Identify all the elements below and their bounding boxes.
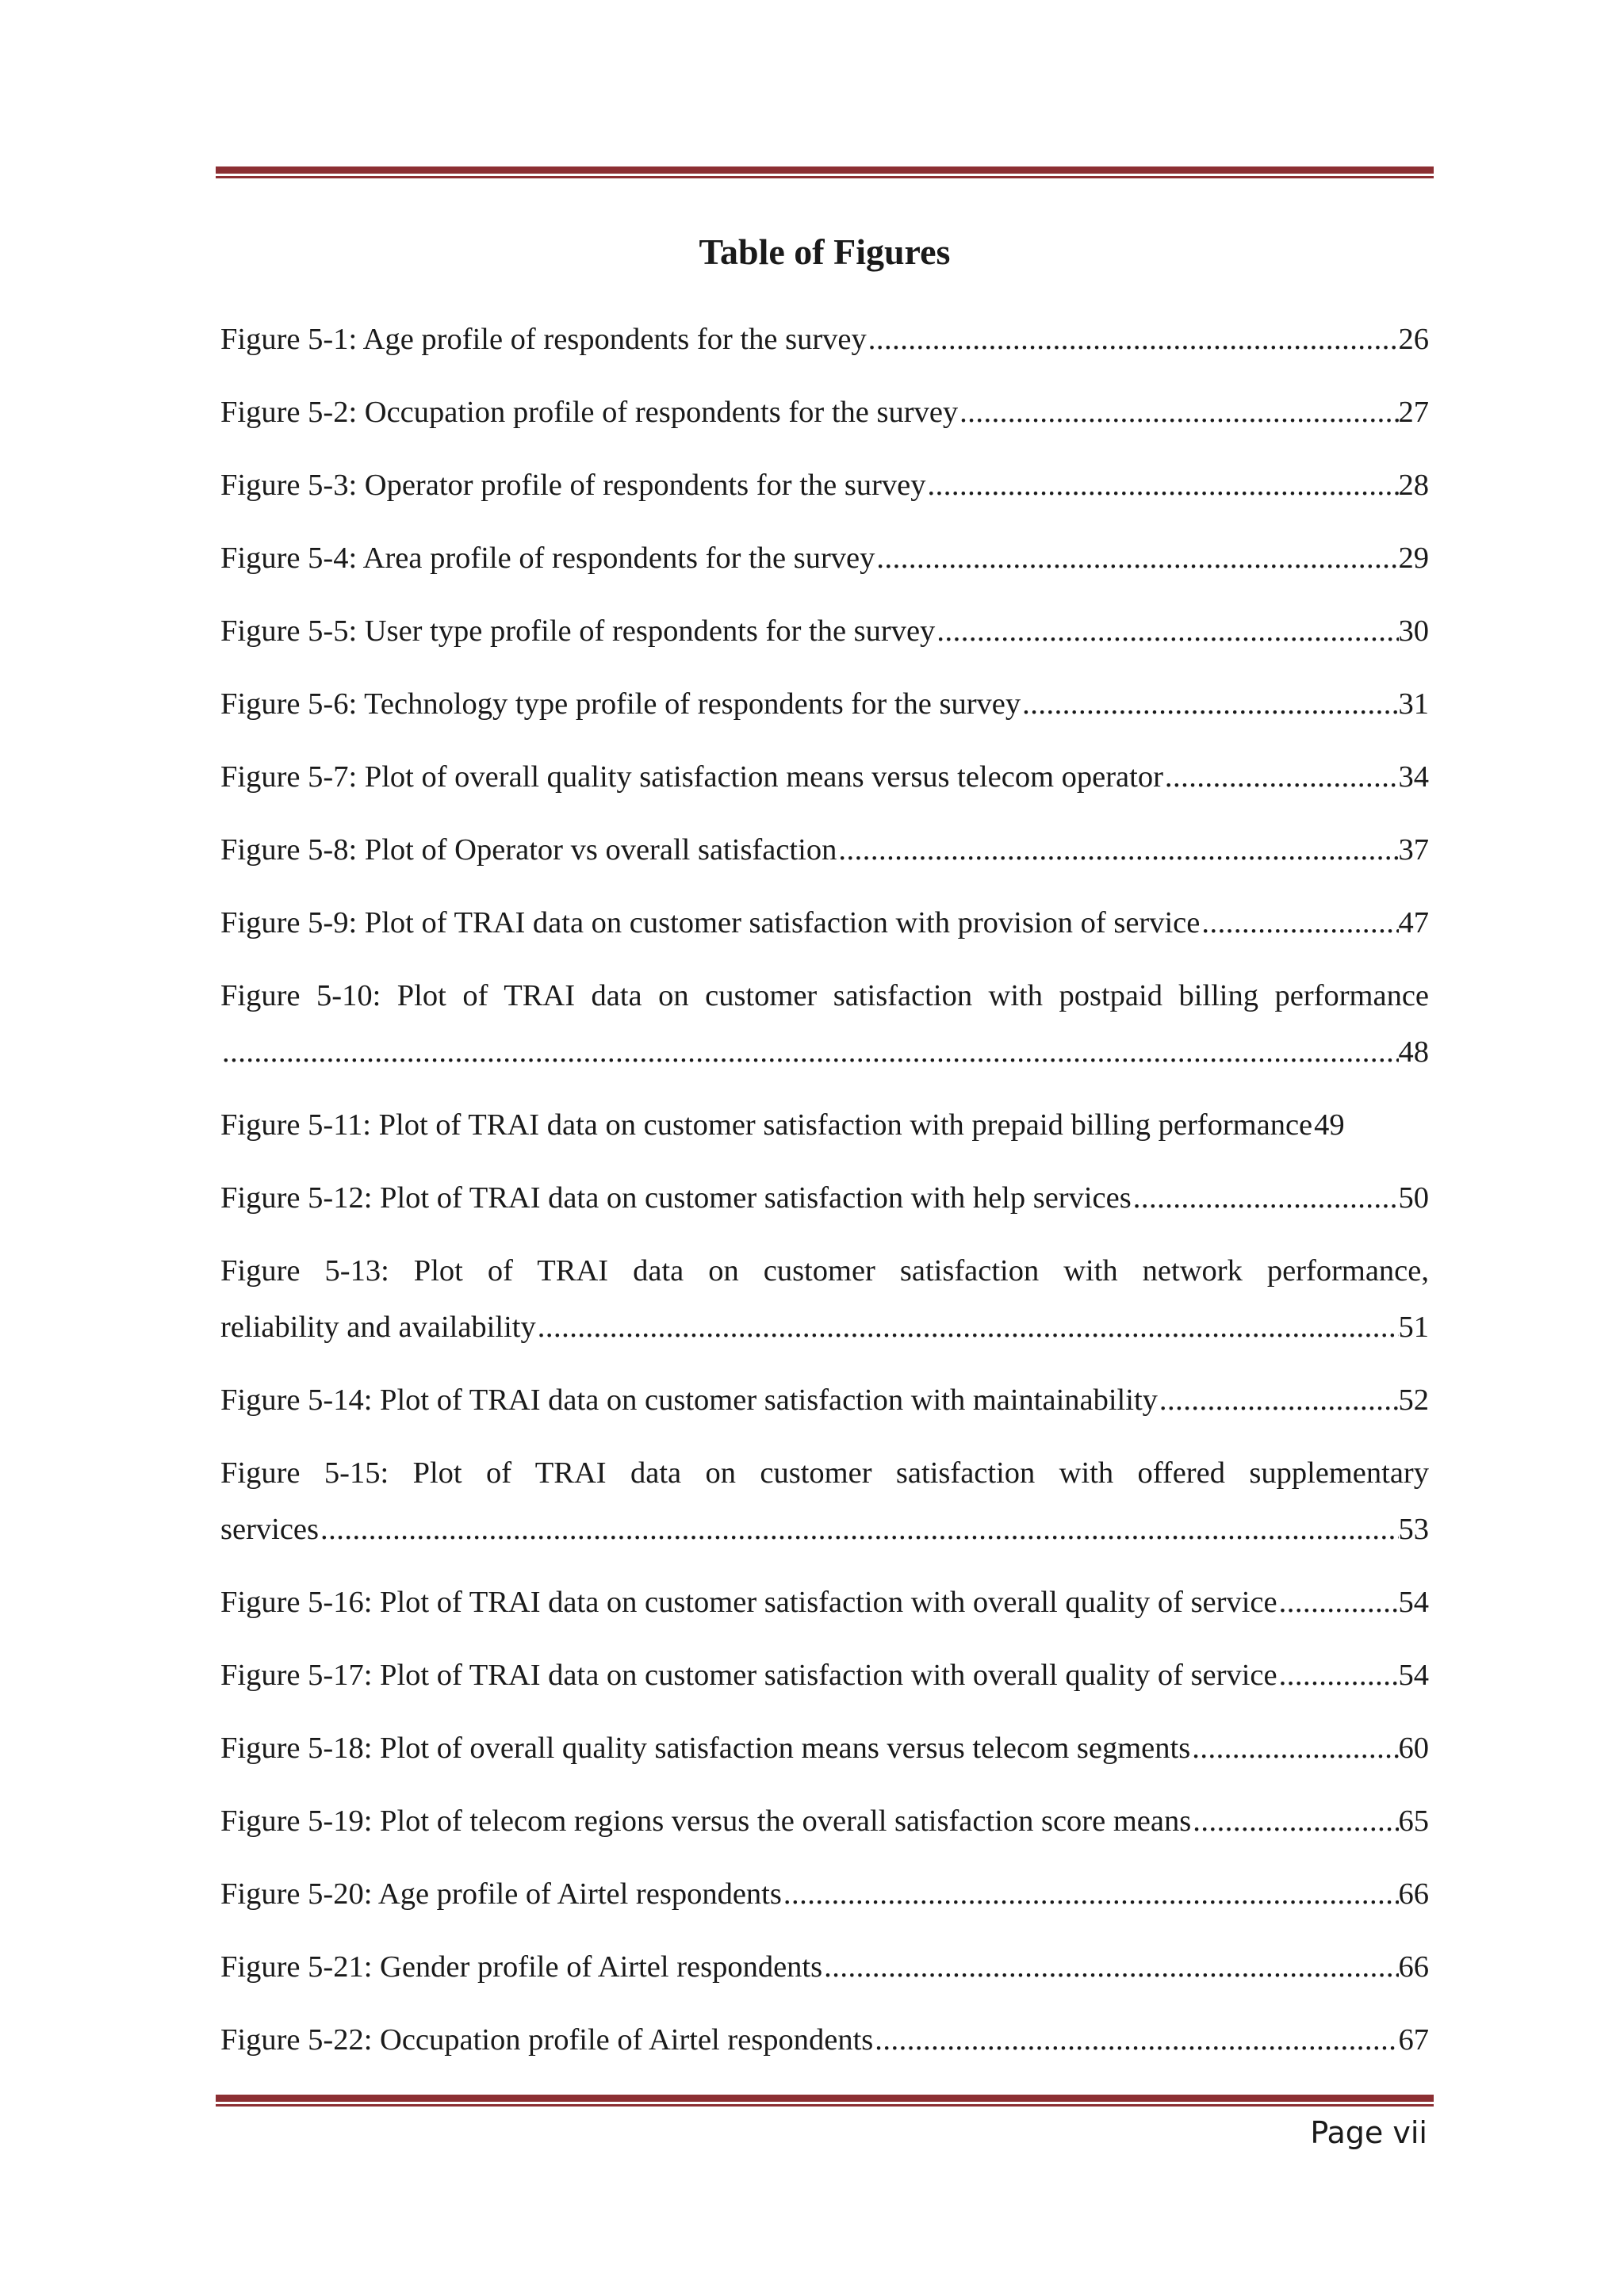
header-rule bbox=[216, 166, 1434, 178]
dot-leader bbox=[1022, 676, 1398, 733]
toc-entry-text-cont: reliability and availability bbox=[220, 1311, 536, 1344]
toc-entry-text: Figure 5-6: Technology type profile of respondents for the survey bbox=[220, 687, 1021, 721]
toc-entry-page: 30 bbox=[1398, 614, 1429, 648]
toc-entry-text: Figure 5-22: Occupation profile of Airtel respondents bbox=[220, 2023, 874, 2057]
dot-leader bbox=[824, 1939, 1398, 1996]
dot-leader bbox=[538, 1299, 1399, 1356]
footer-rule bbox=[216, 2095, 1434, 2107]
toc-entry-5-6[interactable] bbox=[220, 676, 1429, 749]
toc-entry-5-19[interactable] bbox=[220, 1793, 1429, 1866]
toc-entry-text: Figure 5-11: Plot of TRAI data on customer satisfaction with prepaid billing performance bbox=[220, 1108, 1313, 1142]
dot-leader bbox=[783, 1866, 1399, 1923]
toc-entry-page: 37 bbox=[1398, 833, 1429, 867]
toc-entry-5-12[interactable] bbox=[220, 1170, 1429, 1243]
toc-entry-text: Figure 5-21: Gender profile of Airtel respondents bbox=[220, 1950, 823, 1984]
toc-entry-page: 50 bbox=[1398, 1181, 1429, 1215]
toc-entry-text: Figure 5-20: Age profile of Airtel respondents bbox=[220, 1877, 782, 1911]
toc-entry-text: Figure 5-10: Plot of TRAI data on customer satisfaction with postpaid billing performance bbox=[220, 979, 1429, 1012]
dot-leader bbox=[1279, 1575, 1399, 1631]
dot-leader bbox=[1201, 895, 1398, 951]
toc-entry-5-2[interactable] bbox=[220, 385, 1429, 457]
toc-entry-page: 31 bbox=[1398, 687, 1429, 721]
toc-entry-page: 28 bbox=[1398, 469, 1429, 502]
dot-leader bbox=[868, 312, 1399, 368]
toc-entry-5-8[interactable] bbox=[220, 822, 1429, 895]
toc-entry-text: Figure 5-12: Plot of TRAI data on customer satisfaction with help services bbox=[220, 1181, 1132, 1215]
toc-entry-text: Figure 5-3: Operator profile of respondents for the survey bbox=[220, 469, 926, 502]
toc-entry-5-5[interactable] bbox=[220, 603, 1429, 676]
toc-entry-5-17[interactable] bbox=[220, 1647, 1429, 1720]
toc-entry-5-14[interactable] bbox=[220, 1372, 1429, 1445]
toc-entry-page: 60 bbox=[1398, 1732, 1429, 1765]
dot-leader bbox=[1159, 1372, 1399, 1429]
dot-leader bbox=[1279, 1647, 1399, 1704]
toc-entry-5-7[interactable] bbox=[220, 749, 1429, 822]
toc-entry-5-11[interactable] bbox=[220, 1097, 1429, 1170]
dot-leader bbox=[222, 1024, 1399, 1081]
toc-entry-text: Figure 5-9: Plot of TRAI data on customer satisfaction with provision of service bbox=[220, 906, 1201, 939]
toc-entry-text: Figure 5-18: Plot of overall quality satisfaction means versus telecom segments bbox=[220, 1732, 1191, 1765]
dot-leader bbox=[928, 457, 1399, 514]
dot-leader bbox=[959, 385, 1398, 441]
toc-entry-page: 65 bbox=[1398, 1804, 1429, 1838]
toc-entry-5-15[interactable] bbox=[220, 1445, 1429, 1575]
toc-entry-5-10[interactable] bbox=[220, 968, 1429, 1097]
toc-entry-5-20[interactable] bbox=[220, 1866, 1429, 1939]
dot-leader bbox=[1165, 749, 1399, 806]
dot-leader bbox=[875, 2012, 1398, 2068]
toc-entry-5-4[interactable] bbox=[220, 530, 1429, 603]
toc-entry-text: Figure 5-15: Plot of TRAI data on customer satisfaction with offered supplementary bbox=[220, 1456, 1429, 1490]
toc-entry-text: Figure 5-5: User type profile of respondents for the survey bbox=[220, 614, 936, 648]
toc-entry-text: Figure 5-8: Plot of Operator vs overall satisfaction bbox=[220, 833, 837, 867]
toc-entry-text: Figure 5-4: Area profile of respondents for the survey bbox=[220, 541, 875, 575]
toc-entry-page: 53 bbox=[1398, 1513, 1429, 1546]
toc-entry-page: 51 bbox=[1398, 1311, 1429, 1344]
page-title: Table of Figures bbox=[699, 232, 951, 272]
toc-entry-page: 29 bbox=[1398, 541, 1429, 575]
toc-entry-5-21[interactable] bbox=[220, 1939, 1429, 2012]
toc-entry-page: 48 bbox=[1398, 1035, 1429, 1069]
toc-entry-page: 26 bbox=[1398, 323, 1429, 356]
toc-entry-5-3[interactable] bbox=[220, 457, 1429, 530]
toc-entry-5-13[interactable] bbox=[220, 1243, 1429, 1372]
dot-leader bbox=[320, 1502, 1399, 1558]
toc-entry-5-18[interactable] bbox=[220, 1720, 1429, 1793]
toc-entry-page: 52 bbox=[1398, 1383, 1429, 1417]
dot-leader bbox=[1193, 1793, 1398, 1850]
page-number: Page vii bbox=[1310, 2115, 1427, 2150]
toc-entry-text-cont: services bbox=[220, 1513, 319, 1546]
table-of-figures bbox=[220, 312, 1429, 2085]
dot-leader bbox=[876, 530, 1398, 587]
toc-entry-text: Figure 5-7: Plot of overall quality satisfaction means versus telecom operator bbox=[220, 760, 1163, 794]
toc-entry-page: 66 bbox=[1398, 1877, 1429, 1911]
toc-entry-5-9[interactable] bbox=[220, 895, 1429, 968]
dot-leader bbox=[838, 822, 1398, 878]
toc-entry-text: Figure 5-1: Age profile of respondents for the survey bbox=[220, 323, 867, 356]
toc-entry-page: 49 bbox=[1314, 1108, 1345, 1142]
toc-entry-5-22[interactable] bbox=[220, 2012, 1429, 2085]
toc-entry-text: Figure 5-13: Plot of TRAI data on customer satisfaction with network performance, bbox=[220, 1254, 1429, 1288]
toc-entry-page: 67 bbox=[1398, 2023, 1429, 2057]
toc-entry-text: Figure 5-14: Plot of TRAI data on customer satisfaction with maintainability bbox=[220, 1383, 1158, 1417]
toc-entry-text: Figure 5-17: Plot of TRAI data on customer satisfaction with overall quality of service bbox=[220, 1659, 1277, 1692]
toc-entry-page: 47 bbox=[1398, 906, 1429, 939]
toc-entry-page: 66 bbox=[1398, 1950, 1429, 1984]
toc-entry-page: 54 bbox=[1398, 1586, 1429, 1619]
toc-entry-text: Figure 5-19: Plot of telecom regions versus the overall satisfaction score means bbox=[220, 1804, 1192, 1838]
dot-leader bbox=[936, 603, 1398, 660]
toc-entry-page: 54 bbox=[1398, 1659, 1429, 1692]
dot-leader bbox=[1192, 1720, 1398, 1777]
dot-leader bbox=[1133, 1170, 1399, 1226]
toc-entry-5-16[interactable] bbox=[220, 1575, 1429, 1647]
toc-entry-5-1[interactable] bbox=[220, 312, 1429, 385]
toc-entry-text: Figure 5-2: Occupation profile of respondents for the survey bbox=[220, 396, 959, 429]
toc-entry-page: 27 bbox=[1398, 396, 1429, 429]
toc-entry-page: 34 bbox=[1398, 760, 1429, 794]
toc-entry-text: Figure 5-16: Plot of TRAI data on customer satisfaction with overall quality of service bbox=[220, 1586, 1277, 1619]
